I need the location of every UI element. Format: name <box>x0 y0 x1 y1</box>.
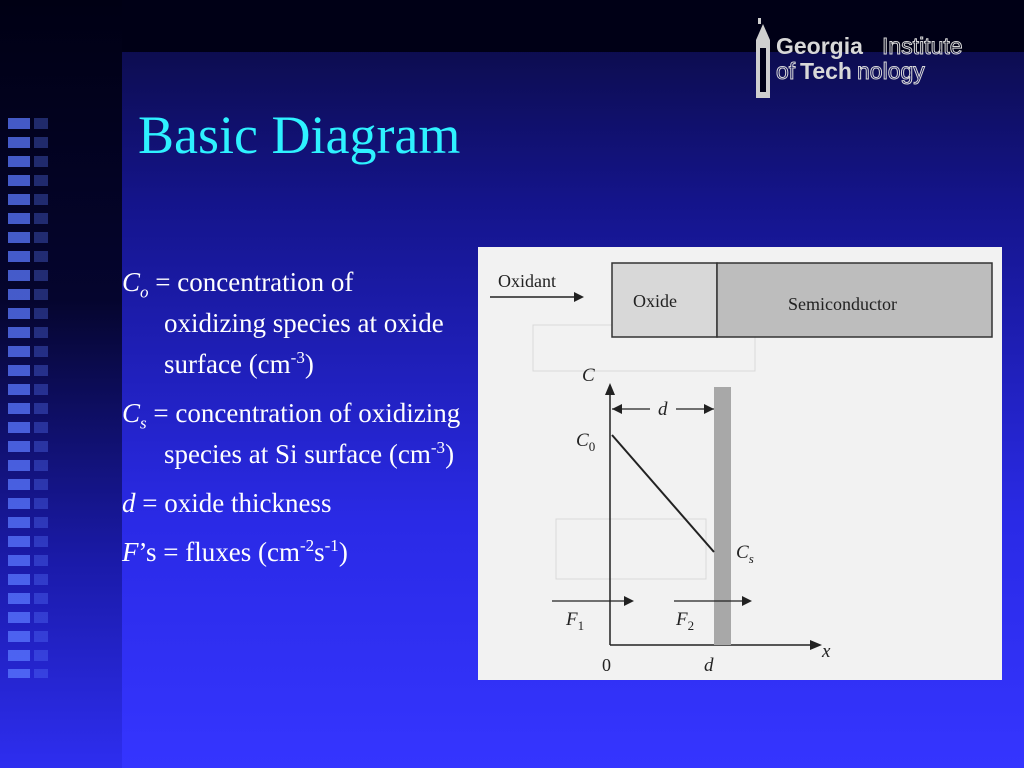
georgia-tech-logo <box>756 10 1016 100</box>
oxidant-label: Oxidant <box>498 271 556 291</box>
unit-exponent: -1 <box>324 536 339 555</box>
d-tick-label: d <box>704 655 714 676</box>
closing-paren: ) <box>445 439 455 469</box>
definition-d <box>122 483 462 524</box>
closing-paren: ) <box>304 349 314 379</box>
d-dimension-label: d <box>658 399 668 420</box>
symbol-sub-o: o <box>140 282 149 302</box>
left-square-pattern-faded <box>34 118 48 678</box>
logo-of: of <box>776 58 796 84</box>
semiconductor-label: Semiconductor <box>788 294 897 314</box>
slide-title: Basic Diagram <box>138 105 461 165</box>
definition-text: = concentration of oxidizing species at oxide surface (cm <box>148 267 444 379</box>
definition-text: = oxide thickness <box>135 488 332 518</box>
unit-exponent: -2 <box>299 536 315 555</box>
logo-nology: nology <box>857 58 925 84</box>
symbol-d: d <box>122 488 136 518</box>
cs-label: $C_s$ <box>736 542 754 566</box>
x-axis-label: x <box>822 641 831 662</box>
tower-icon <box>756 18 770 98</box>
symbol-f: F <box>122 537 139 567</box>
f2-label: $F_2$ <box>676 609 695 633</box>
y-axis-label: C <box>582 365 595 386</box>
concentration-profile-line <box>612 435 714 552</box>
c0-label: $C_0$ <box>576 430 596 454</box>
oxidant-arrow <box>490 292 584 302</box>
symbol-c: C <box>122 267 141 297</box>
unit-exponent: -3 <box>430 438 446 457</box>
flux-f2-arrow <box>674 596 752 606</box>
origin-tick-label: 0 <box>602 655 611 675</box>
definition-text: ’s = fluxes (cm <box>138 537 300 567</box>
definition-co <box>122 262 462 385</box>
logo-tech: Tech <box>800 58 852 84</box>
interface-band <box>714 387 731 645</box>
f1-label: $F_1$ <box>566 609 585 633</box>
unit-exponent: -3 <box>290 348 305 367</box>
flux-f1-arrow <box>552 596 634 606</box>
oxidation-diagram <box>478 247 1002 680</box>
oxide-label: Oxide <box>633 291 677 311</box>
logo-institute: Institute <box>882 33 963 59</box>
definition-text: = concentration of oxidizing species at Si surface (cm <box>146 398 461 469</box>
definition-f <box>122 532 462 573</box>
logo-georgia: Georgia <box>776 33 863 59</box>
closing-paren: ) <box>338 537 348 567</box>
axes <box>605 383 822 650</box>
symbol-c: C <box>122 398 141 428</box>
definitions-list <box>122 262 462 581</box>
unit-s: s <box>314 537 325 567</box>
symbol-sub-s: s <box>140 413 147 433</box>
left-square-pattern <box>8 118 30 678</box>
definition-cs <box>122 393 462 475</box>
